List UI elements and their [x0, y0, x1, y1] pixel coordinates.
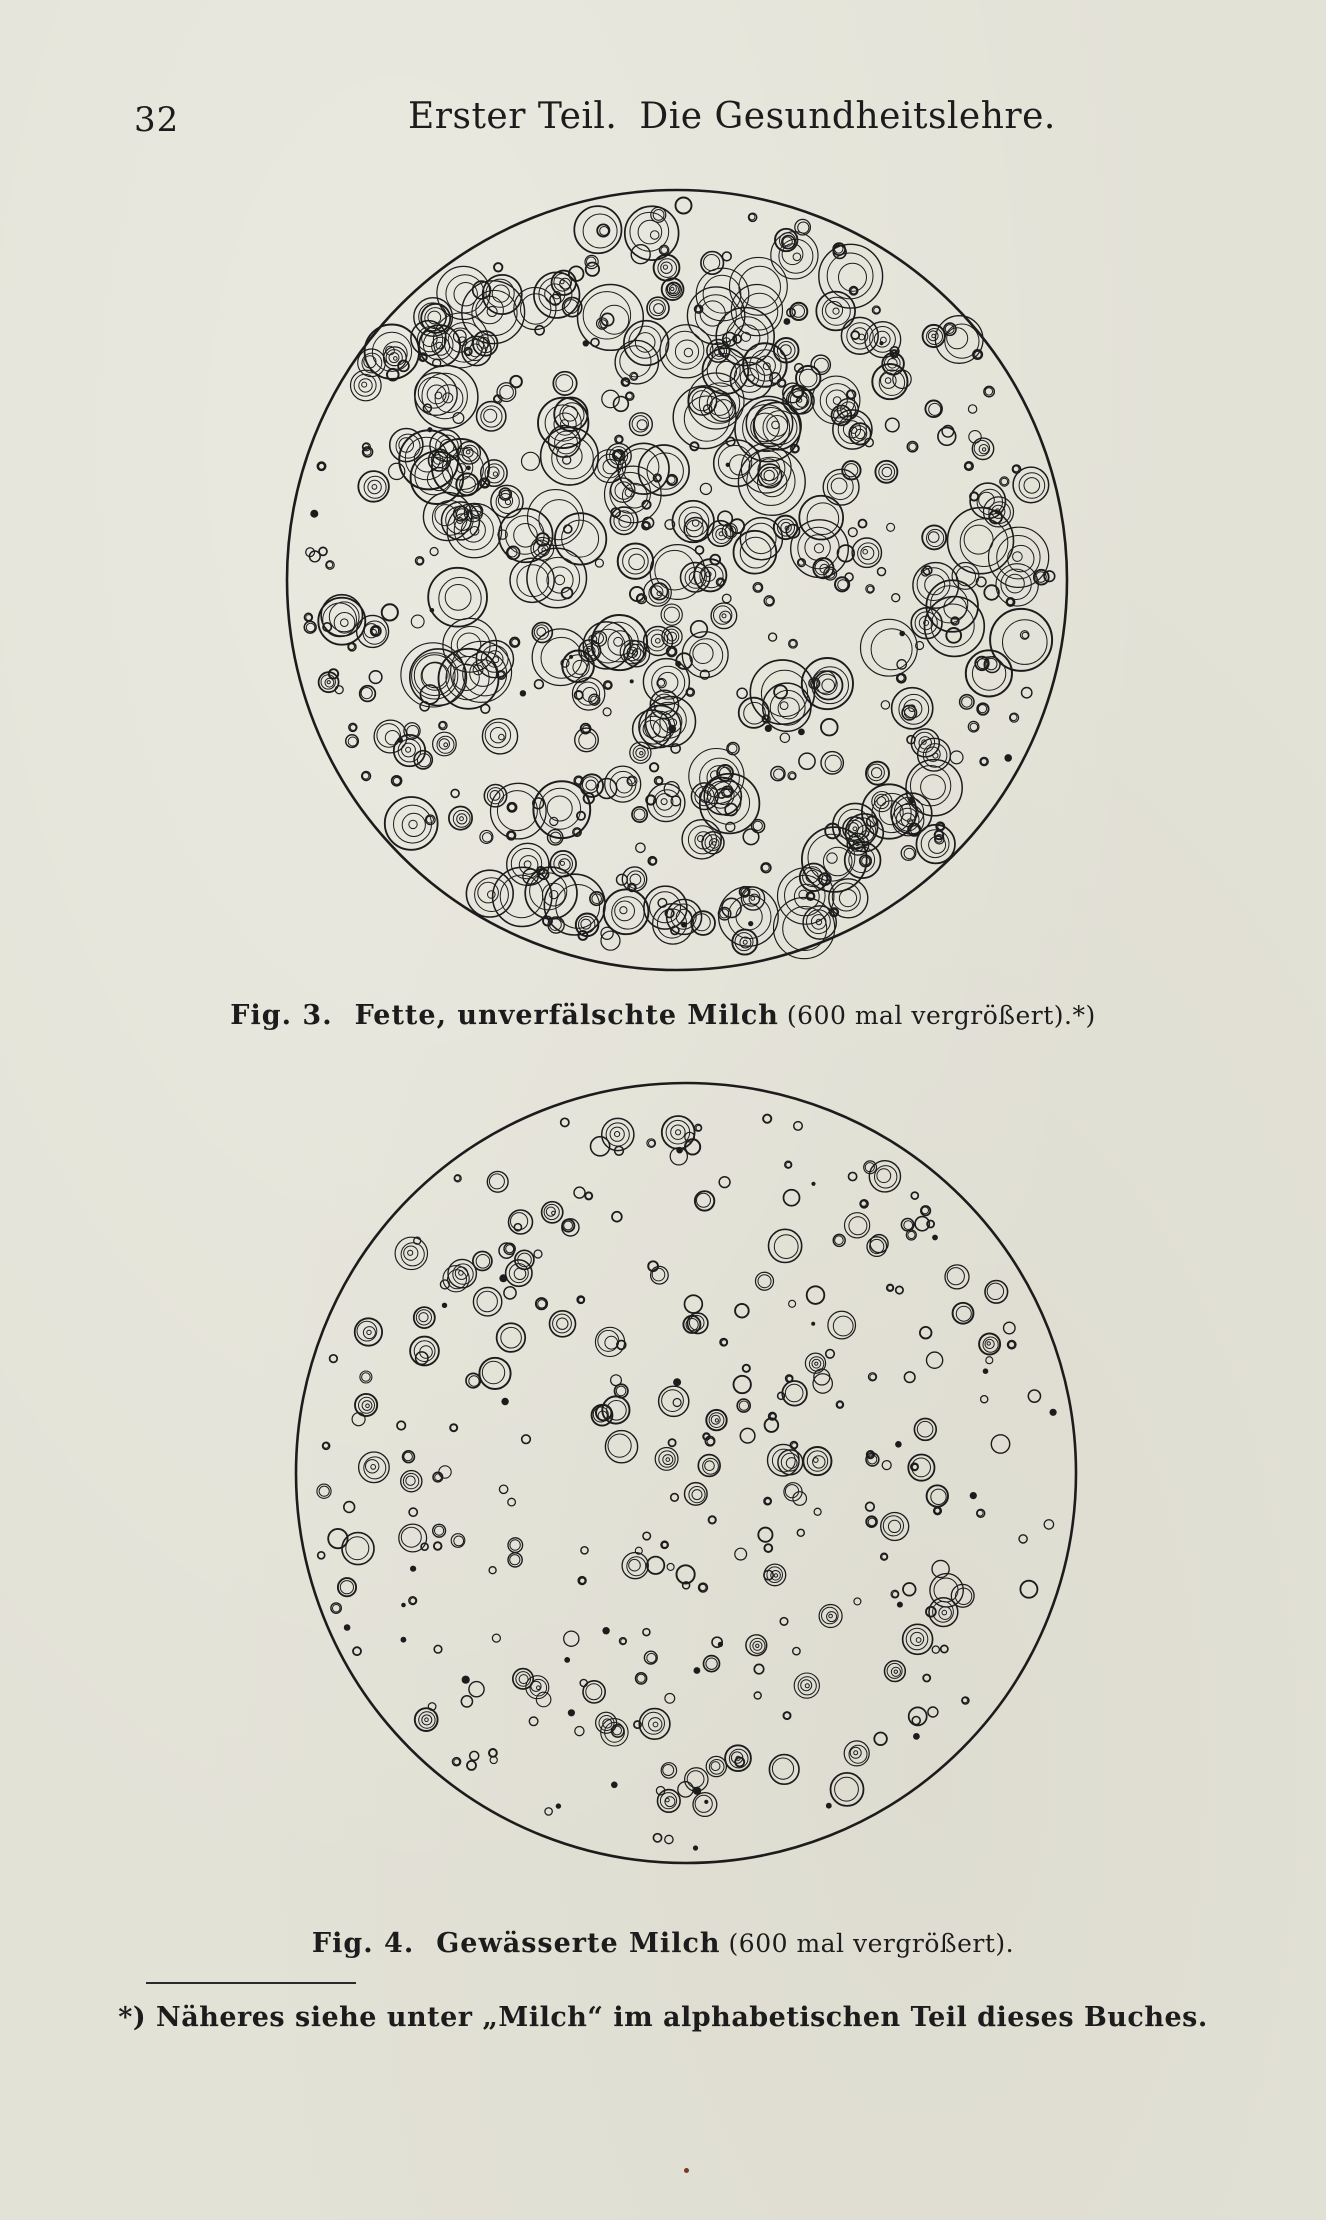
figure-4-globule — [1020, 1581, 1037, 1598]
figure-4-globule-ring — [637, 1674, 645, 1682]
figure-4-globule-ring — [689, 1487, 705, 1503]
figure-4-globule — [461, 1696, 472, 1707]
figure-4-dot — [344, 1624, 351, 1631]
figure-4-globule-ring — [319, 1486, 329, 1496]
figure-4-globule — [941, 1645, 948, 1652]
figure-4-globule — [743, 1365, 750, 1372]
figure-4-globule-ring — [666, 1798, 670, 1802]
figure-4-globule — [844, 1741, 869, 1766]
figure-4-globule — [1019, 1535, 1027, 1543]
figure-4-globule-ring — [882, 1554, 887, 1559]
figure-4-globule — [671, 1494, 679, 1502]
figure-4-globule-ring — [401, 1527, 421, 1547]
figure-4-globule — [545, 1808, 552, 1815]
figure-4-globule — [793, 1647, 800, 1654]
figure-4-globule-ring — [649, 1140, 655, 1146]
figure-4-globule — [693, 1793, 717, 1817]
figure-4-globule — [789, 1300, 796, 1307]
figure-4-globule-ring — [827, 1612, 837, 1622]
figure-4-globule-ring — [538, 1300, 546, 1308]
figure-4-globule-ring — [580, 1578, 585, 1583]
figure-4-globule-ring — [837, 1402, 842, 1407]
figure-4-globule — [522, 1435, 531, 1444]
footnote: *) Näheres siehe unter „Milch“ im alphabetischen Teil dieses Buches. — [118, 2002, 1208, 2033]
figure-4-globule — [763, 1115, 771, 1123]
figure-4-globule — [469, 1682, 484, 1697]
figure-4-globule — [927, 1352, 943, 1368]
figure-4-globule-ring — [792, 1443, 797, 1448]
figure-4-globule-ring — [711, 1762, 720, 1771]
figure-4-globule-ring — [706, 1658, 717, 1669]
figure-4-globule-ring — [722, 1340, 727, 1345]
figure-4-globule — [470, 1751, 479, 1760]
figure-4-globule — [643, 1629, 650, 1636]
figure-4-globule — [981, 1396, 988, 1403]
figure-4-globule — [849, 1172, 857, 1180]
figure-4-globule — [945, 1265, 969, 1289]
figure-4-globule — [479, 1358, 510, 1389]
figure-4-globule — [911, 1192, 918, 1199]
figure-4-globule — [318, 1552, 325, 1559]
figure-4-globule — [807, 1286, 825, 1304]
figure-4-globule-ring — [785, 1485, 798, 1498]
figure-4-globule-ring — [404, 1452, 413, 1461]
figure-4-globule-ring — [422, 1715, 432, 1725]
figure-4-globule-ring — [785, 1384, 803, 1402]
figure-4-globule-ring — [469, 1376, 479, 1386]
figure-4-globule-ring — [888, 1285, 893, 1290]
figure-4-dot — [983, 1368, 989, 1374]
figure-4-globule-ring — [371, 1465, 376, 1470]
figure-4-dot — [932, 1235, 938, 1241]
figure-4-globule — [926, 1607, 936, 1617]
figure-4-globule-ring — [801, 1680, 812, 1691]
figure-4-globule-ring — [510, 1213, 527, 1230]
figure-4-globule-ring — [888, 1520, 900, 1532]
figure-4-globule — [828, 1311, 856, 1339]
figure-4-globule-ring — [833, 1316, 853, 1336]
figure-4-dot — [401, 1637, 407, 1643]
figure-4-globule-ring — [477, 1291, 497, 1311]
figure-4-dot — [611, 1782, 618, 1789]
figure-4-globule-ring — [564, 1221, 573, 1230]
figure-4-globule-ring — [850, 1747, 861, 1758]
figure-4-dot — [673, 1378, 681, 1386]
figure-4-globule — [585, 1192, 592, 1199]
figure-4-globule-ring — [877, 1169, 891, 1183]
figure-4-globule-ring — [774, 1235, 798, 1259]
figure-4-globule — [1028, 1390, 1040, 1402]
figure-4-globule-ring — [939, 1607, 952, 1620]
figure-4-globule-ring — [454, 1536, 464, 1546]
figure-4-globule — [814, 1508, 821, 1515]
figure-4-globule-ring — [649, 1718, 662, 1731]
figure-4-globule — [866, 1502, 875, 1511]
figure-4-globule-ring — [765, 1499, 770, 1504]
figure-4-globule — [698, 1455, 720, 1477]
figure-4-globule-ring — [829, 1614, 833, 1618]
figure-4-title: Gewässerte Milch — [436, 1928, 721, 1959]
figure-4-globule-ring — [346, 1537, 369, 1560]
figure-4-globule-ring — [621, 1639, 626, 1644]
figure-4-globule-ring — [455, 1176, 460, 1181]
figure-4-dot — [462, 1676, 470, 1684]
figure-4-globule — [719, 1177, 730, 1188]
figure-4-globule — [647, 1557, 664, 1574]
figure-4-dot — [401, 1603, 406, 1608]
figure-4-globule-ring — [333, 1605, 340, 1612]
figure-4-note: (600 mal vergrößert). — [728, 1929, 1015, 1958]
figure-4-globule — [826, 1350, 835, 1359]
figure-4-globule — [439, 1466, 451, 1478]
figure-4-globule-ring — [916, 1638, 921, 1643]
figure-4-globule-ring — [419, 1313, 428, 1322]
figure-4-globule — [754, 1692, 761, 1699]
figure-4-globule — [651, 1266, 669, 1284]
figure-4-globule-ring — [435, 1526, 444, 1535]
figure-4-globule-ring — [947, 1268, 964, 1285]
figure-4-globule — [794, 1122, 803, 1131]
figure-4-globule — [740, 1428, 755, 1443]
figure-4-globule-ring — [676, 1130, 681, 1135]
figure-4-globule-ring — [814, 1458, 819, 1463]
figure-4-globule-ring — [410, 1598, 416, 1604]
figure-4-globule — [352, 1413, 365, 1426]
figure-4-label: Fig. 4. — [311, 1928, 415, 1959]
figure-4-globule-ring — [510, 1540, 520, 1550]
figure-4-globule — [612, 1212, 622, 1222]
figure-4-globule-ring — [367, 1330, 371, 1334]
figure-3-title: Fette, unverfälschte Milch — [354, 1000, 779, 1031]
figure-4-globule — [805, 1353, 825, 1373]
figure-4-globule-ring — [419, 1712, 435, 1728]
figure-4-globule — [564, 1631, 579, 1646]
figure-4-dot — [970, 1492, 977, 1499]
figure-4-globule — [605, 1431, 637, 1463]
figure-4-dot — [811, 1182, 815, 1186]
figure-4-globule — [669, 1439, 676, 1446]
figure-4-field-border — [296, 1083, 1076, 1863]
figure-4-globule-ring — [786, 1458, 797, 1469]
figure-4-globule — [920, 1327, 932, 1339]
figure-4-globule-ring — [987, 1342, 990, 1345]
figure-4-dot — [811, 1322, 815, 1326]
figure-4-globule-ring — [812, 1359, 821, 1368]
figure-4-globule — [499, 1485, 507, 1493]
figure-4-globule-ring — [906, 1628, 928, 1650]
figure-4-globule-ring — [408, 1250, 413, 1255]
figure-4-globule — [927, 1221, 934, 1228]
figure-4-globule-ring — [835, 1236, 844, 1245]
figure-4-globule — [813, 1374, 832, 1393]
figure-4-globule-ring — [482, 1361, 504, 1383]
figure-4-dot — [602, 1627, 609, 1634]
figure-4-globule-ring — [750, 1638, 765, 1653]
figure-4-globule-ring — [912, 1458, 931, 1477]
figure-4-globule — [344, 1502, 355, 1513]
figure-4-globule-ring — [692, 1490, 702, 1500]
figure-4-globule-ring — [892, 1592, 898, 1598]
figure-4-globule-ring — [697, 1193, 711, 1207]
figure-4-globule-ring — [425, 1718, 429, 1722]
figure-4-globule-ring — [935, 1508, 940, 1513]
figure-4-globule-ring — [870, 1239, 884, 1253]
figure-4-globule-ring — [956, 1306, 971, 1321]
figure-4-globule — [665, 1835, 673, 1843]
figure-4-globule-ring — [671, 1125, 685, 1139]
figure-4-globule — [986, 1357, 993, 1364]
figure-4-caption — [0, 1928, 1326, 1959]
figure-4-globule-ring — [756, 1644, 759, 1647]
figure-4-globule — [709, 1516, 716, 1523]
figure-4-globule-ring — [366, 1460, 379, 1473]
figure-4-globule — [928, 1707, 938, 1717]
figure-4-globule — [896, 1286, 903, 1293]
figure-4-globule-ring — [1009, 1342, 1015, 1348]
figure-4-dot — [410, 1566, 416, 1572]
figure-4-globule — [784, 1712, 791, 1719]
figure-4-dot — [897, 1602, 903, 1608]
figure-4-globule — [667, 1563, 674, 1570]
figure-4-globule-ring — [696, 1126, 701, 1131]
figure-4-globule — [874, 1733, 887, 1746]
figure-4-globule — [397, 1421, 405, 1429]
figure-4-globule-ring — [739, 1401, 748, 1410]
figure-4-globule-ring — [506, 1245, 514, 1253]
figure-4-globule — [575, 1727, 584, 1736]
figure-4-globule-ring — [366, 1404, 370, 1408]
figure-4-globule-ring — [868, 1518, 876, 1526]
figure-4-globule-ring — [435, 1474, 442, 1481]
figure-4-globule-ring — [362, 1373, 371, 1382]
figure-4-globule-ring — [537, 1686, 541, 1690]
figure-4-globule-ring — [501, 1327, 522, 1348]
figure-4-globule-ring — [707, 1438, 714, 1445]
figure-4-globule — [780, 1618, 788, 1626]
figure-4-globule-ring — [362, 1401, 372, 1411]
figure-4-globule-ring — [908, 1231, 915, 1238]
figure-4-globules — [317, 1115, 1057, 1851]
figure-4-globule-ring — [404, 1246, 418, 1260]
figure-4-globule-ring — [894, 1670, 897, 1673]
figure-4-globule-ring — [615, 1132, 620, 1137]
figure-4-globule-ring — [323, 1443, 328, 1448]
figure-4-globule-ring — [663, 1455, 673, 1465]
figure-4-globule-ring — [849, 1217, 867, 1235]
figure-4-globule — [653, 1834, 661, 1842]
figure-4-dot — [501, 1398, 508, 1405]
figure-4-globule-ring — [787, 1376, 792, 1381]
figure-4-globule-ring — [608, 1434, 631, 1457]
figure-4-globule-ring — [610, 1127, 624, 1141]
figure-4-globule-ring — [552, 1211, 555, 1214]
figure-4-globule-ring — [340, 1581, 353, 1594]
figure-4-dot — [913, 1733, 920, 1740]
figure-4-globule — [395, 1237, 427, 1269]
figure-4-globule — [434, 1645, 442, 1653]
figure-4-globule-ring — [861, 1201, 866, 1206]
figure-4-globule — [1004, 1322, 1016, 1334]
figure-4-globule-ring — [854, 1751, 858, 1755]
figure-4-globule — [923, 1675, 930, 1682]
figure-4-globule — [534, 1250, 542, 1258]
figure-4-globule-ring — [557, 1318, 568, 1329]
figure-4-globule-ring — [406, 1476, 415, 1485]
figure-4-dot — [568, 1709, 575, 1716]
figure-4-globule-ring — [931, 1489, 946, 1504]
figure-4-globule-ring — [579, 1297, 584, 1302]
running-head-chapter: Die Gesundheitslehre. — [639, 96, 1056, 137]
figure-4-globule-ring — [904, 1221, 913, 1230]
figure-4-globule — [932, 1646, 939, 1653]
figure-4-globule-ring — [771, 1571, 781, 1581]
figure-4-globule-ring — [942, 1610, 947, 1615]
figure-4-globule-ring — [653, 1722, 658, 1727]
figure-4-globule — [353, 1647, 361, 1655]
figure-4-globule-ring — [912, 1464, 917, 1469]
figure-4-globule-ring — [647, 1653, 656, 1662]
figure-4-globule-ring — [870, 1374, 876, 1380]
figure-3-label: Fig. 3. — [230, 1000, 333, 1031]
figure-4-globule — [685, 1295, 703, 1313]
figure-4-globule-ring — [616, 1386, 626, 1396]
figure-4-dot — [694, 1667, 701, 1674]
figure-4-globule — [797, 1529, 804, 1536]
figure-4-globule — [882, 1461, 891, 1470]
figure-4-globule — [399, 1524, 427, 1552]
figure-4-globule — [489, 1749, 497, 1757]
figure-4-globule-ring — [987, 1283, 1003, 1299]
figure-4-globule-ring — [695, 1795, 712, 1812]
running-head-part: Erster Teil. — [408, 96, 618, 137]
figure-4-globule — [434, 1542, 442, 1550]
figure-4-globule — [595, 1327, 624, 1356]
figure-4-dot — [556, 1803, 561, 1808]
figure-4-globule — [643, 1532, 651, 1540]
figure-4-globule-ring — [510, 1555, 520, 1565]
figure-4-globule — [529, 1717, 538, 1726]
figure-4-globule — [734, 1376, 751, 1393]
figure-4-globule — [409, 1508, 417, 1516]
figure-4-globule — [735, 1304, 749, 1318]
figure-4-globule-ring — [922, 1207, 929, 1214]
figure-4-globule-ring — [662, 1542, 667, 1547]
figure-4-globule — [467, 1761, 476, 1770]
figure-4-globule — [764, 1544, 772, 1552]
figure-4-globule — [504, 1287, 516, 1299]
figure-4-globule — [735, 1548, 747, 1560]
figure-4-globule — [784, 1190, 800, 1206]
figure-4-globule-ring — [715, 1419, 718, 1422]
figure-4-globule — [581, 1547, 588, 1554]
figure-4-globule-ring — [489, 1174, 504, 1189]
figure-4-dot — [442, 1303, 447, 1308]
figure-4-globule-ring — [917, 1421, 933, 1437]
figure-4-globule-ring — [705, 1461, 715, 1471]
figure-4-globule-ring — [772, 1758, 793, 1779]
figure-4-globule-ring — [586, 1684, 602, 1700]
figure-4-globule — [677, 1565, 695, 1583]
figure-4-globule — [685, 1483, 708, 1506]
figure-4-globule-ring — [514, 1268, 526, 1280]
figure-4-globule-ring — [605, 1336, 618, 1349]
figure-4-globule-ring — [835, 1777, 859, 1801]
figure-4-globule-ring — [774, 1574, 777, 1577]
figure-4-globule-ring — [963, 1698, 968, 1703]
figure-4-globule-ring — [977, 1510, 983, 1516]
figure-4-globule-ring — [985, 1339, 994, 1348]
figure-4-globule — [903, 1583, 916, 1596]
figure-4-globule — [758, 1528, 772, 1542]
figure-4-dot — [564, 1657, 570, 1663]
page-number: 32 — [134, 100, 180, 140]
figure-3-note: (600 mal vergrößert).*) — [786, 1001, 1096, 1030]
figure-4-globule-ring — [786, 1162, 791, 1167]
figure-4-globule — [574, 1187, 585, 1198]
figure-4-globule-ring — [652, 1268, 665, 1281]
figure-4-globule-ring — [700, 1584, 706, 1590]
figure-4-globule-ring — [891, 1667, 900, 1676]
footnote-rule — [146, 1982, 356, 1984]
figure-4-globule — [1044, 1520, 1053, 1529]
figure-4-globule-ring — [758, 1275, 771, 1288]
figure-4-globule — [991, 1435, 1009, 1453]
figure-4-globule-ring — [363, 1327, 375, 1339]
figure-4-globule — [854, 1598, 861, 1605]
figure-4-globule — [489, 1567, 496, 1574]
figure-4-globule-ring — [476, 1255, 490, 1269]
figure-4-dot — [704, 1800, 708, 1804]
figure-4-globule — [492, 1634, 500, 1642]
figure-4-globule — [561, 1118, 569, 1126]
figure-4-globule-ring — [911, 1632, 924, 1645]
figure-4-dot — [693, 1845, 698, 1850]
figure-4-globule — [769, 1755, 799, 1785]
figure-4-globule — [904, 1372, 915, 1383]
paper-speck — [684, 2168, 689, 2173]
figure-4-globule-ring — [454, 1759, 460, 1765]
figure-4-globule — [665, 1693, 675, 1703]
figure-4-globule — [927, 1485, 948, 1506]
figure-4-globule — [746, 1635, 767, 1656]
figure-4-dot — [1050, 1409, 1057, 1416]
figure-4-globule — [673, 1399, 681, 1407]
figure-4-globule — [508, 1498, 516, 1506]
figure-4-dot — [895, 1441, 902, 1448]
figure-4-globule-ring — [553, 1314, 572, 1333]
figure-4-globule-ring — [687, 1771, 704, 1788]
figure-4-globule-ring — [663, 1765, 674, 1776]
figure-4-globule-ring — [629, 1559, 641, 1571]
figure-4-globule — [330, 1355, 338, 1363]
figure-4-dot — [826, 1803, 832, 1809]
figure-4-globule-ring — [805, 1684, 809, 1688]
figure-4-globule-ring — [815, 1362, 818, 1365]
figure-4-globule-ring — [753, 1641, 762, 1650]
figure-4-globule — [355, 1318, 382, 1345]
figure-4-globule-ring — [666, 1458, 670, 1462]
figure-4-globule — [754, 1664, 763, 1673]
figure-4-globule — [450, 1424, 457, 1431]
